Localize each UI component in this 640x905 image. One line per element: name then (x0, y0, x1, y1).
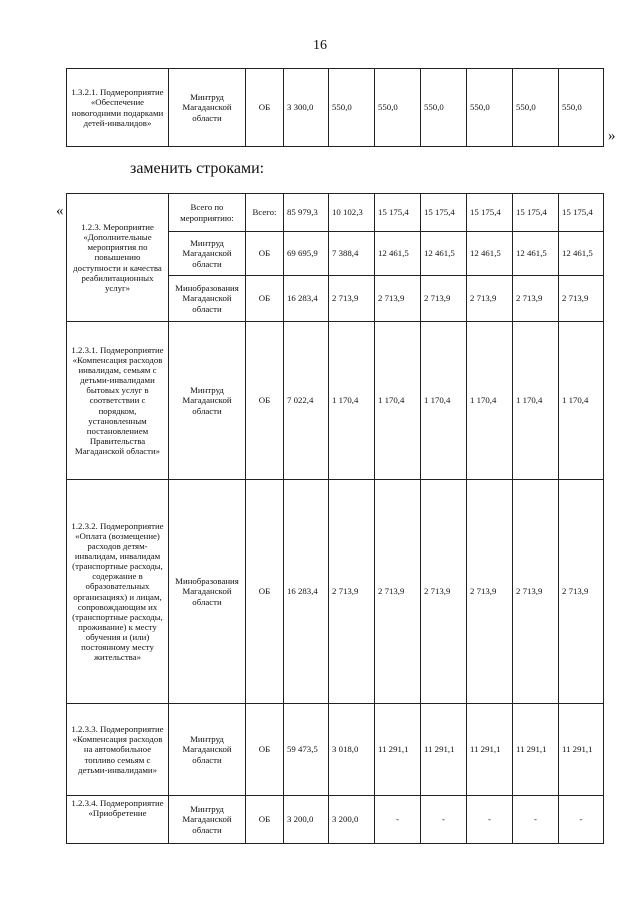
row-year-2: 11 291,1 (375, 704, 421, 796)
row-year-1: 10 102,3 (329, 194, 375, 232)
row-name: 1.2.3.3. Подмероприятие «Компенсация расходов на автомобильное топливо семьям с детьми-инвалидами» (67, 704, 169, 796)
table-row (67, 69, 604, 147)
row-name: 1.2.3.1. Подмероприятие «Компенсация расходов инвалидам, семьям с детьми-инвалидами бытовых услуг в соответствии с порядком, установленным постановлением Правительства Магаданской области» (67, 322, 169, 480)
table-row (67, 480, 604, 704)
main-table (66, 193, 604, 844)
replace-heading: заменить строками: (130, 160, 265, 177)
row-executor: Минобразования Магаданской области (169, 276, 246, 322)
row-year-6: 550,0 (559, 69, 604, 147)
row-year-6: 1 170,4 (559, 322, 604, 480)
row-name: 1.2.3.4. Подмероприятие «Приобретение (67, 796, 169, 844)
row-executor: Минтруд Магаданской области (169, 704, 246, 796)
table-row (67, 194, 604, 232)
row-year-5: 2 713,9 (513, 480, 559, 704)
row-year-1: 3 200,0 (329, 796, 375, 844)
row-name: 1.3.2.1. Подмероприятие «Обеспечение новогодними подарками детей-инвалидов» (67, 69, 169, 147)
row-total: 3 300,0 (284, 69, 329, 147)
row-year-6: 12 461,5 (559, 232, 604, 276)
row-year-2: - (375, 796, 421, 844)
opening-quote: « (56, 203, 64, 219)
row-year-1: 2 713,9 (329, 276, 375, 322)
closing-quote: » (608, 128, 616, 144)
row-name: 1.2.3.2. Подмероприятие «Оплата (возмещение) расходов детям-инвалидам, инвалидам (транспортные расходы, содержание в образовательных организациях) и лицам, сопровождающим их (транспортные расходы, проживание) к месту обучения и (или) постоянному месту жительства» (67, 480, 169, 704)
row-year-6: 2 713,9 (559, 480, 604, 704)
row-year-4: 2 713,9 (467, 480, 513, 704)
row-total: 7 022,4 (284, 322, 329, 480)
top-table (66, 68, 604, 147)
row-source: Всего: (246, 194, 284, 232)
row-year-3: 2 713,9 (421, 276, 467, 322)
row-year-5: 550,0 (513, 69, 559, 147)
row-total: 59 473,5 (284, 704, 329, 796)
row-year-2: 2 713,9 (375, 276, 421, 322)
row-year-3: 12 461,5 (421, 232, 467, 276)
row-year-5: 11 291,1 (513, 704, 559, 796)
row-year-4: - (467, 796, 513, 844)
row-year-3: 1 170,4 (421, 322, 467, 480)
row-source: ОБ (246, 796, 284, 844)
row-year-4: 1 170,4 (467, 322, 513, 480)
table-row (67, 322, 604, 480)
row-year-2: 15 175,4 (375, 194, 421, 232)
row-year-4: 12 461,5 (467, 232, 513, 276)
row-source: ОБ (246, 480, 284, 704)
event-name: 1.2.3. Мероприятие «Дополнительные мероприятия по повышению доступности и качества реабилитационных услуг» (67, 194, 169, 322)
row-year-3: 11 291,1 (421, 704, 467, 796)
row-executor: Минтруд Магаданской области (169, 232, 246, 276)
row-year-6: 11 291,1 (559, 704, 604, 796)
row-year-3: 550,0 (421, 69, 467, 147)
row-total: 16 283,4 (284, 480, 329, 704)
row-year-3: 15 175,4 (421, 194, 467, 232)
row-year-4: 15 175,4 (467, 194, 513, 232)
row-total: 85 979,3 (284, 194, 329, 232)
row-total: 16 283,4 (284, 276, 329, 322)
row-total: 69 695,9 (284, 232, 329, 276)
row-executor: Всего по мероприятию: (169, 194, 246, 232)
row-year-6: 15 175,4 (559, 194, 604, 232)
table-row (67, 796, 604, 844)
row-source: ОБ (246, 232, 284, 276)
row-year-1: 550,0 (329, 69, 375, 147)
row-year-4: 2 713,9 (467, 276, 513, 322)
row-year-6: - (559, 796, 604, 844)
row-year-3: 2 713,9 (421, 480, 467, 704)
row-year-5: 15 175,4 (513, 194, 559, 232)
row-source: ОБ (246, 322, 284, 480)
row-year-5: - (513, 796, 559, 844)
row-year-4: 11 291,1 (467, 704, 513, 796)
page-number: 16 (313, 38, 327, 53)
row-year-2: 550,0 (375, 69, 421, 147)
row-executor: Минтруд Магаданской области (169, 322, 246, 480)
row-executor: Минобразования Магаданской области (169, 480, 246, 704)
row-source: ОБ (246, 276, 284, 322)
row-year-6: 2 713,9 (559, 276, 604, 322)
row-source: ОБ (246, 69, 284, 147)
row-year-1: 2 713,9 (329, 480, 375, 704)
row-year-5: 12 461,5 (513, 232, 559, 276)
row-year-1: 7 388,4 (329, 232, 375, 276)
row-year-2: 1 170,4 (375, 322, 421, 480)
row-total: 3 200,0 (284, 796, 329, 844)
row-year-5: 1 170,4 (513, 322, 559, 480)
row-year-4: 550,0 (467, 69, 513, 147)
row-year-2: 2 713,9 (375, 480, 421, 704)
row-executor: Минтруд Магаданской области (169, 796, 246, 844)
row-executor: Минтруд Магаданской области (169, 69, 246, 147)
row-year-1: 1 170,4 (329, 322, 375, 480)
row-year-3: - (421, 796, 467, 844)
row-year-1: 3 018,0 (329, 704, 375, 796)
row-year-5: 2 713,9 (513, 276, 559, 322)
table-row (67, 704, 604, 796)
row-year-2: 12 461,5 (375, 232, 421, 276)
row-source: ОБ (246, 704, 284, 796)
